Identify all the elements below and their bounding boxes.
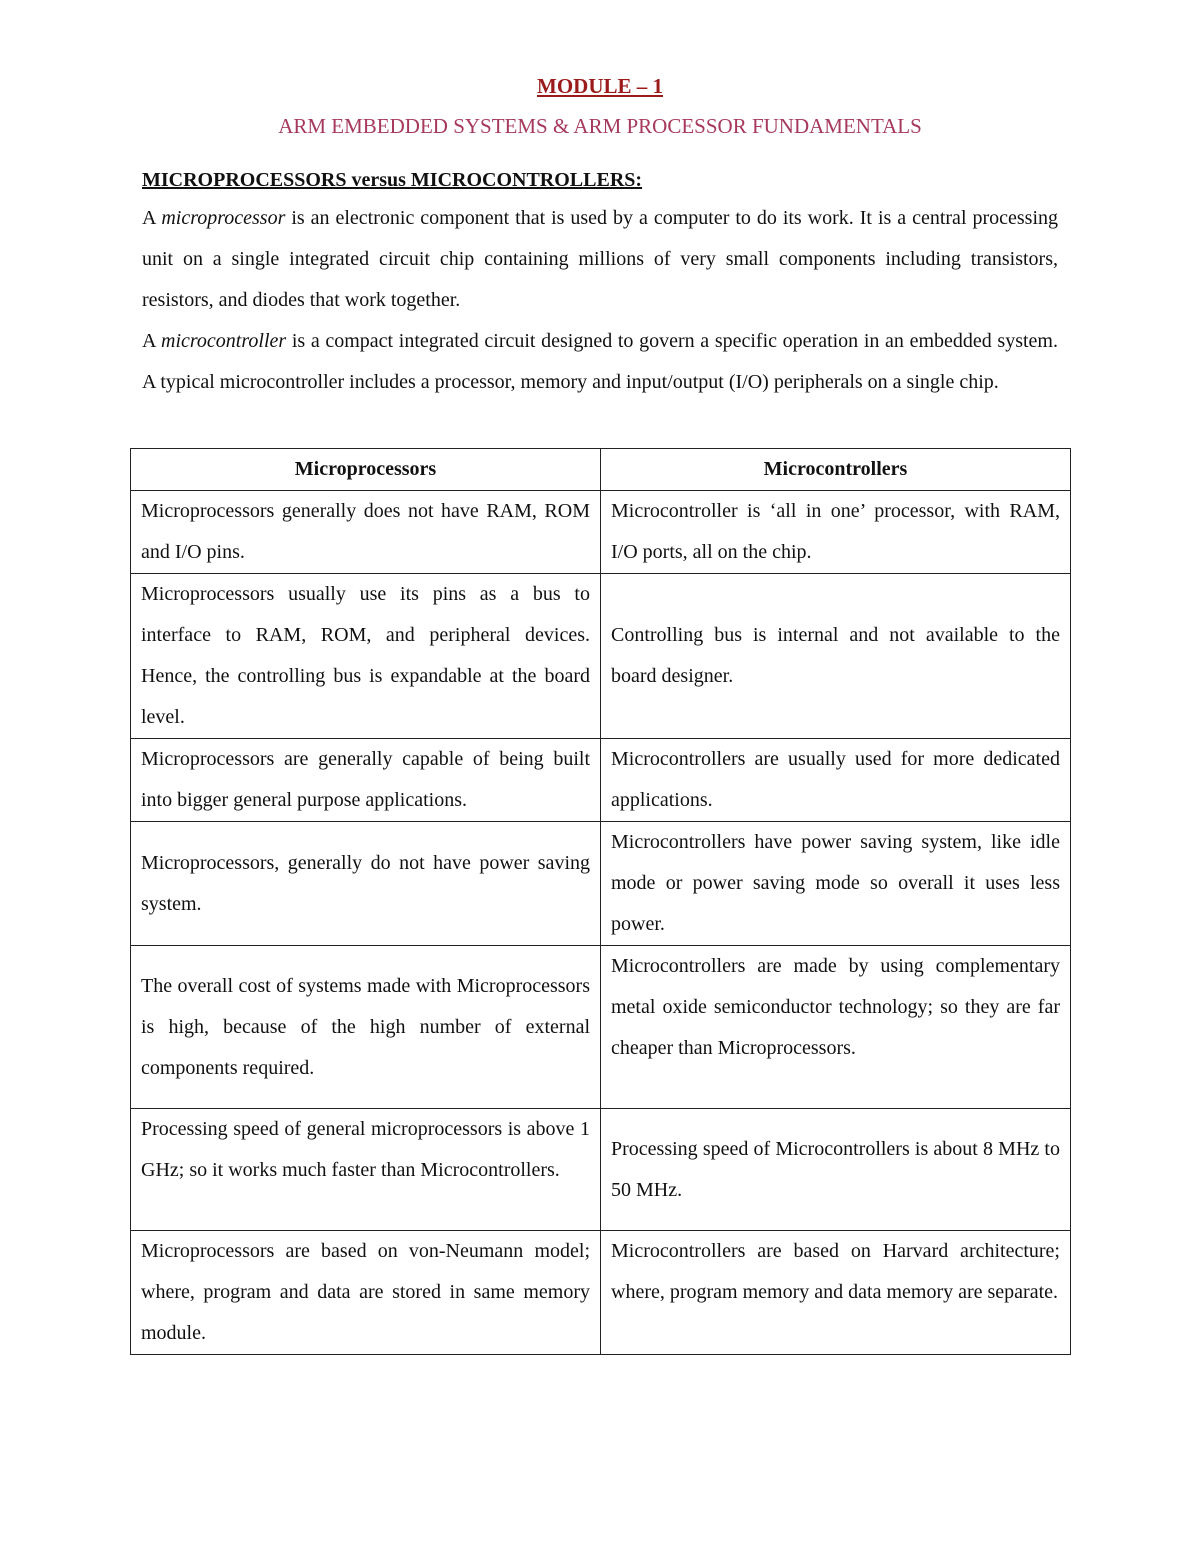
table-row <box>131 1109 1071 1231</box>
module-title: MODULE – 1 <box>537 74 663 98</box>
table-cell-microcontroller: Controlling bus is internal and not available to the board designer. <box>601 574 1071 739</box>
table-cell-microprocessor: Microprocessors are generally capable of being built into bigger general purpose applications. <box>131 739 601 822</box>
para-prefix: A <box>142 207 162 229</box>
table-cell-microprocessor: Microprocessors usually use its pins as a bus to interface to RAM, ROM, and peripheral devices. Hence, the controlling bus is expandable at the board level. <box>131 574 601 739</box>
term-microcontroller: microcontroller <box>161 330 287 352</box>
table-cell-microcontroller: Microcontroller is ‘all in one’ processor, with RAM, I/O ports, all on the chip. <box>601 491 1071 574</box>
table-cell-microprocessor: Microprocessors, generally do not have power saving system. <box>131 822 601 946</box>
table-cell-microcontroller: Microcontrollers have power saving system, like idle mode or power saving mode so overall it uses less power. <box>601 822 1071 946</box>
table-row <box>131 574 1071 739</box>
microprocessor-definition <box>142 198 1058 321</box>
section-heading: MICROPROCESSORS versus MICROCONTROLLERS: <box>142 169 643 191</box>
table-cell-microcontroller: Microcontrollers are based on Harvard architecture; where, program memory and data memory are separate. <box>601 1231 1071 1355</box>
table-cell-microcontroller: Processing speed of Microcontrollers is about 8 MHz to 50 MHz. <box>601 1109 1071 1231</box>
microcontroller-definition <box>142 321 1058 403</box>
column-header-microprocessors: Microprocessors <box>131 449 601 491</box>
intro-text <box>142 198 1058 403</box>
table-row <box>131 1231 1071 1355</box>
para-prefix: A <box>142 330 161 352</box>
table-row <box>131 946 1071 1109</box>
table-cell-microcontroller: Microcontrollers are made by using complementary metal oxide semiconductor technology; so they are far cheaper than Microprocessors. <box>601 946 1071 1109</box>
para-body: is a compact integrated circuit designed to govern a specific operation in an embedded system. A typical microcontroller includes a processor, memory and input/output (I/O) peripherals on a single chip. <box>142 330 1058 393</box>
table-row <box>131 739 1071 822</box>
module-subtitle: ARM EMBEDDED SYSTEMS & ARM PROCESSOR FUNDAMENTALS <box>278 114 922 138</box>
table-row <box>131 491 1071 574</box>
table-cell-microprocessor: Processing speed of general microprocessors is above 1 GHz; so it works much faster than Microcontrollers. <box>131 1109 601 1231</box>
table-row <box>131 822 1071 946</box>
column-header-microcontrollers: Microcontrollers <box>601 449 1071 491</box>
para-body: is an electronic component that is used by a computer to do its work. It is a central processing unit on a single integrated circuit chip containing millions of very small components including transistors, resistors, and diodes that work together. <box>142 207 1058 311</box>
table-header-row <box>131 449 1071 491</box>
table-cell-microprocessor: The overall cost of systems made with Microprocessors is high, because of the high number of external components required. <box>131 946 601 1109</box>
term-microprocessor: microprocessor <box>161 207 286 229</box>
table-cell-microprocessor: Microprocessors generally does not have RAM, ROM and I/O pins. <box>131 491 601 574</box>
comparison-table <box>130 448 1071 1355</box>
table-cell-microcontroller: Microcontrollers are usually used for more dedicated applications. <box>601 739 1071 822</box>
table-cell-microprocessor: Microprocessors are based on von-Neumann model; where, program and data are stored in same memory module. <box>131 1231 601 1355</box>
